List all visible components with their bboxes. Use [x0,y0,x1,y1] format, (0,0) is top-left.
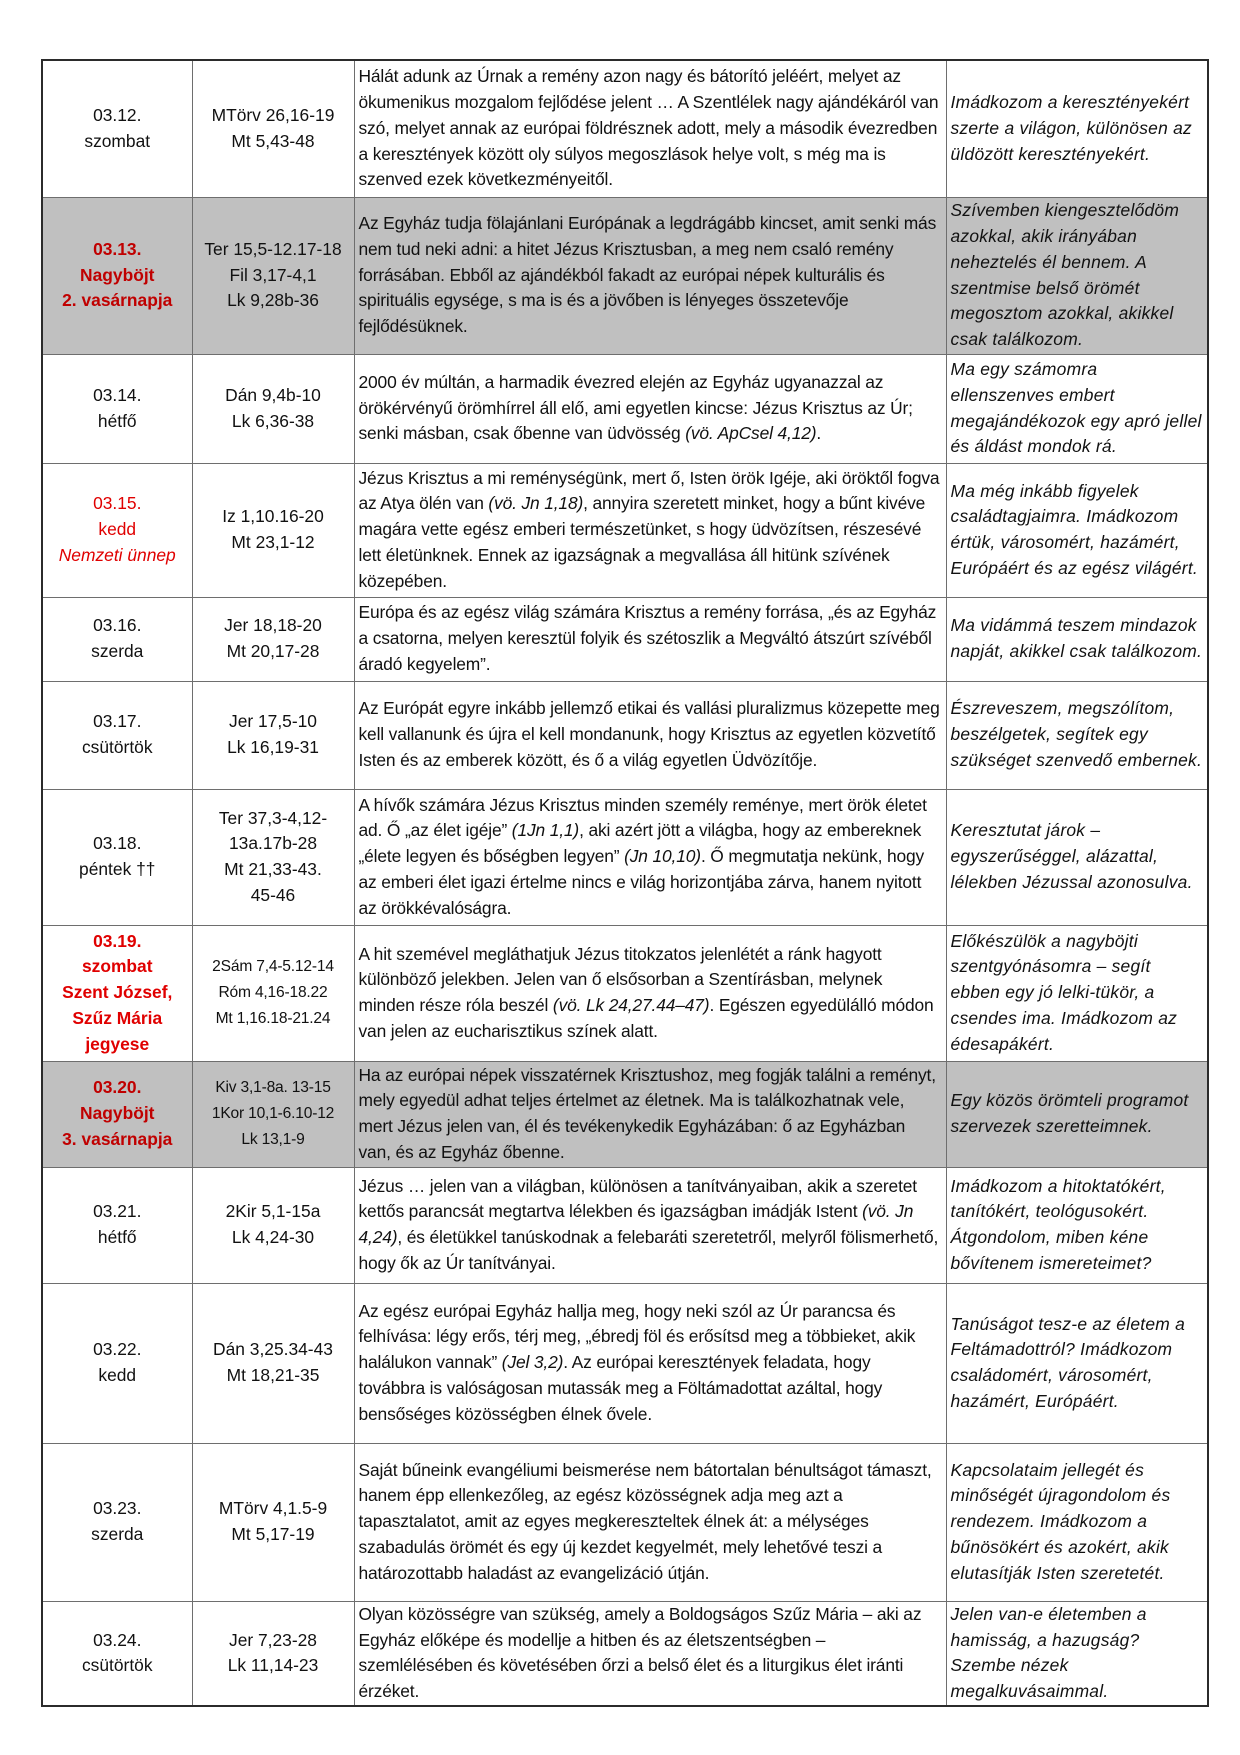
day-name: csütörtök [81,737,153,757]
meditation-text: Saját bűneink evangéliumi beismerése nem bátortalan bénultságot támaszt, hanem épp ellenkezőleg, az egész közösségnek adja meg azt a tapasztalatot, amit az egyes megkereszteltek élnek át: a mélységes szabadulás örömét és egy új kezdet kegyelmét, mely lehetővé teszi a határozottabb haladást az evangelizáció útján. [358,1459,932,1583]
day-cell [42,597,192,681]
resolution-text: Előkészülök a nagyböjti szentgyónásomra – segít ebben egy jó lelki-tükör, a csendes ima. Imádkozom az édesapákért. [950,930,1178,1054]
day-name: jegyese [85,1033,150,1054]
scripture-reference: Dán 9,4b-10 [225,384,321,405]
resolution-text: Keresztutat járok – egyszerűséggel, alázattal, lélekben Jézussal azonosulva. [950,820,1193,892]
calendar-row [42,197,1208,354]
bible-citation: (Jn 10,10) [624,846,701,867]
scripture-reference: Ter 37,3-4,12- [218,807,328,828]
scripture-reference: Jer 18,18-20 [224,615,322,636]
scripture-reference: Lk 13,1-9 [241,1130,305,1148]
meditation-text: . Egészen egyedülálló módon van jelen az eucharisztikus színek alatt. [358,995,934,1041]
calendar-row [42,1061,1208,1167]
scripture-reference: Mt 20,17-28 [226,641,320,661]
scripture-reference: 1Kor 10,1-6.10-12 [211,1105,335,1123]
meditation-cell [354,681,946,789]
scripture-reference: Mt 23,1-12 [231,532,315,552]
meditation-text: A hit szemével megláthatjuk Jézus titokzatos jelenlétét a ránk hagyott különböző jelekben. Jelen van ő elsősorban a Szentírásban, melynek minden része róla beszél [358,943,883,1015]
readings-cell [192,1601,354,1706]
day-cell [42,925,192,1061]
resolution-cell [946,789,1208,925]
meditation-text: Az Egyház tudja fölajánlani Európának a legdrágább kincset, amit senki más nem tud neki adni: a hitet Jézus Krisztusban, a meg nem csaló remény forrásában. Ebből az ajándékból fakadt az európai népek kulturális és spirituális egysége, s ma is és a jövőben is lényeges összetevője fejlődésüknek. [358,213,937,337]
lenten-calendar-table [41,59,1209,1707]
scripture-reference: 2Kir 5,1-15a [225,1201,321,1222]
bible-citation: (1Jn 1,1) [511,820,580,841]
scripture-reference: Kiv 3,1-8a. 13-15 [215,1079,331,1097]
meditation-text: Ha az európai népek visszatérnek Krisztushoz, meg fogják találni a reményt, mely egyedül adhat teljes értelmet az életnek. Ma is találkozhatnak vele, mert Jézus jelen van, él és tevékenykedik Egyházában: ő az Egyházban van, és az Egyház őbenne. [358,1064,936,1162]
date-label: 03.22. [93,1339,142,1360]
meditation-cell [354,925,946,1061]
meditation-text: Európa és az egész világ számára Krisztus a remény forrása, „és az Egyház a csatorna, melyen keresztül folyik és szétoszlik a Megváltó átszúrt szívéből áradó kegyelem”. [358,602,937,674]
scripture-reference: Mt 21,33-43. [224,859,322,879]
resolution-text: Imádkozom a keresztényekért szerte a világon, különösen az üldözött keresztényekért. [950,92,1192,164]
meditation-cell [354,597,946,681]
date-label: 03.14. [93,384,142,405]
calendar-row [42,1601,1208,1706]
scripture-reference: Lk 4,24-30 [231,1227,315,1247]
meditation-text: , aki azért jött a világba, hogy az embereknek „élete legyen és bőségben legyen” [358,820,922,867]
meditation-cell [354,60,946,197]
resolution-cell [946,354,1208,463]
scripture-reference: Mt 5,17-19 [231,1524,315,1544]
meditation-cell [354,789,946,925]
readings-cell [192,789,354,925]
scripture-reference: 13a.17b-28 [229,833,317,854]
scripture-reference: Lk 6,36-38 [231,410,315,431]
meditation-text: Jézus Krisztus a mi reménységünk, mert ő, Isten örök Igéje, aki öröktől fogva az Atya ölén van [358,467,940,514]
resolution-cell [946,60,1208,197]
calendar-row [42,681,1208,789]
scripture-reference: 45-46 [250,884,296,905]
day-cell [42,1283,192,1443]
bible-citation: (vö. ApCsel 4,12) [685,423,817,444]
meditation-text: Az Európát egyre inkább jellemző etikai és vallási pluralizmus közepette meg kell vallanunk és újra el kell mondanunk, hogy Krisztus az egyetlen közvetítő Isten és az emberek között, és ő a világ egyetlen Üdvözítője. [358,698,940,770]
scripture-reference: MTörv 4,1.5-9 [218,1498,328,1519]
resolution-text: Jelen van-e életemben a hamisság, a hazugság? Szembe nézek megalkuvásaimmal. [950,1603,1147,1701]
resolution-text: Ma egy számomra ellenszenves embert megajándékozok egy apró jellel és áldást mondok rá. [950,359,1202,457]
resolution-cell [946,463,1208,597]
calendar-row [42,60,1208,197]
day-name: Szűz Mária [72,1007,163,1028]
day-name: szerda [91,641,144,661]
date-label: 03.12. [93,105,142,126]
resolution-cell [946,1601,1208,1706]
readings-cell [192,60,354,197]
day-cell [42,1167,192,1283]
day-name: kedd [98,1365,137,1385]
meditation-text: Az egész európai Egyház hallja meg, hogy neki szól az Úr parancsa és felhívása: légy erős, térj meg, „ébredj föl és erősítsd meg a többieket, akik halálukon vannak” [358,1300,916,1373]
day-name: kedd [98,519,137,540]
readings-cell [192,463,354,597]
day-cell [42,463,192,597]
meditation-text: 2000 év múltán, a harmadik évezred elején az Egyház ugyanazzal az örökérvényű örömhírrel áll elő, ami egyetlen kincse: Jézus Krisztus az Úr; senki másban, csak őbenne van üdvösség [358,371,913,444]
readings-cell [192,1283,354,1443]
resolution-cell [946,1167,1208,1283]
meditation-cell [354,1167,946,1283]
calendar-row [42,1167,1208,1283]
calendar-row [42,789,1208,925]
day-name: 3. vasárnapja [62,1128,173,1149]
resolution-text: Kapcsolataim jellegét és minőségét újragondolom és rendezem. Imádkozom a bűnösökért és azokért, akik elutasítják Isten szeretetét. [950,1459,1171,1583]
scripture-reference: Iz 1,10.16-20 [222,506,324,527]
scripture-reference: MTörv 26,16-19 [211,105,335,126]
day-name: szerda [91,1524,144,1544]
meditation-text: Olyan közösségre van szükség, amely a Boldogságos Szűz Mária – aki az Egyház előképe és modellje a hitben és az életszentségben – szemlélésében és követésében őrzi a belső élet és a liturgikus élet iránti érzéket. [358,1603,922,1701]
day-name: 2. vasárnapja [62,290,173,311]
meditation-text: . Az európai keresztények feladata, hogy továbbra is valóságosan mutassák meg a Föltámadottat azáltal, hogy bensőséges közösségben élnek ővele. [358,1352,883,1424]
meditation-text: Jézus … jelen van a világban, különösen a tanítványaiban, akik a szeretet kettős parancsát megtartva lélekben és igazságban imádják Istent [358,1175,917,1222]
resolution-text: Egy közös örömteli programot szervezek szeretteimnek. [950,1090,1189,1136]
readings-cell [192,681,354,789]
bible-citation: (Jel 3,2) [501,1352,564,1373]
date-label: 03.16. [93,615,142,636]
resolution-cell [946,1443,1208,1601]
calendar-body [42,60,1208,1706]
resolution-cell [946,197,1208,354]
meditation-text: , annyira szeretett minket, hogy a bűnt kivéve magára vette egész emberi természetünket, s hogy üdvözítsen, részesévé lett életünknek. Ennek az igazságnak a megvallása áll hitünk szívének közepében. [358,493,926,591]
resolution-text: Szívemben kiengesztelődöm azokkal, akik irányában neheztelés él bennem. A szentmise belső örömét megosztom azokkal, akikkel csak találkozom. [950,200,1180,349]
date-label: 03.19. [93,930,142,951]
calendar-row [42,597,1208,681]
resolution-text: Ma még inkább figyelek családtagjaimra. Imádkozom értük, városomért, hazámért, Európáért és az egész világért. [950,480,1198,578]
meditation-cell [354,1061,946,1167]
day-cell [42,60,192,197]
calendar-row [42,354,1208,463]
bible-citation: (vö. Lk 24,27.44–47) [552,995,710,1015]
readings-cell [192,197,354,354]
scripture-reference: Fil 3,17-4,1 [229,264,317,285]
resolution-text: Tanúságot tesz-e az életem a Feltámadottról? Imádkozom családomért, városomért, hazámért, Európáért. [950,1313,1186,1411]
meditation-cell [354,1443,946,1601]
meditation-text: Hálát adunk az Úrnak a remény azon nagy és bátorító jeléért, melyet az ökumenikus mozgalom fejlődése jelent … A Szentlélek nagy ajándékáról van szó, melyet annak az európai földrésznek adott, mely a második évezredben a keresztények között oly súlyos megoszlások helye volt, s még ma is szenved ezek következményeitől. [358,66,939,190]
scripture-reference: Mt 1,16.18-21.24 [215,1009,331,1027]
day-name: szombat [84,130,151,151]
resolution-text: Ma vidámmá teszem mindazok napját, akikkel csak találkozom. [950,615,1203,661]
date-label: 03.18. [93,833,142,854]
resolution-cell [946,925,1208,1061]
resolution-cell [946,1061,1208,1167]
date-label: 03.15. [93,493,142,514]
day-cell [42,197,192,354]
day-name: Nagyböjt [80,1103,155,1124]
calendar-row [42,1283,1208,1443]
scripture-reference: Róm 4,16-18.22 [218,984,328,1002]
day-name: hétfő [97,1227,137,1247]
day-cell [42,1061,192,1167]
readings-cell [192,354,354,463]
scripture-reference: Mt 5,43-48 [231,130,315,151]
readings-cell [192,1443,354,1601]
resolution-text: Észreveszem, megszólítom, beszélgetek, segítek egy szükséget szenvedő embernek. [950,698,1203,770]
date-label: 03.24. [93,1629,142,1650]
bible-citation: (vö. Jn 1,18) [488,493,584,514]
meditation-cell [354,197,946,354]
date-label: 03.21. [93,1201,142,1222]
day-name: Nagyböjt [80,264,155,285]
day-name: péntek †† [79,859,156,879]
resolution-cell [946,1283,1208,1443]
date-label: 03.23. [93,1498,142,1519]
meditation-text: A hívők számára Jézus Krisztus minden személy reménye, mert örök életet ad. Ő „az élet igéje” [358,794,927,841]
resolution-cell [946,597,1208,681]
bible-citation: (vö. Jn 4,24) [358,1201,914,1247]
day-cell [42,1601,192,1706]
resolution-cell [946,681,1208,789]
readings-cell [192,1061,354,1167]
meditation-cell [354,463,946,597]
meditation-text: , és életükkel tanúskodnak a felebaráti szeretetről, melyről fölismerhető, hogy ők az Úr tanítványai. [358,1227,939,1273]
meditation-cell [354,1601,946,1706]
scripture-reference: Lk 9,28b-36 [227,290,319,311]
scripture-reference: Mt 18,21-35 [226,1365,320,1385]
date-label: 03.13. [93,238,142,259]
day-cell [42,789,192,925]
scripture-reference: Ter 15,5-12.17-18 [204,238,342,259]
meditation-cell [354,1283,946,1443]
scripture-reference: 2Sám 7,4-5.12-14 [212,958,334,976]
day-cell [42,681,192,789]
date-label: 03.20. [93,1077,142,1098]
scripture-reference: Jer 17,5-10 [229,711,317,732]
scripture-reference: Lk 11,14-23 [227,1655,319,1676]
calendar-row [42,463,1208,597]
date-label: 03.17. [93,711,142,732]
day-cell [42,354,192,463]
day-name: csütörtök [81,1655,153,1676]
day-name: Szent József, [62,982,173,1003]
feast-label: Nemzeti ünnep [58,544,176,565]
resolution-text: Imádkozom a hitoktatókért, tanítókért, teológusokért. Átgondolom, miben kéne bővítenem ismereteimet? [950,1175,1166,1273]
meditation-text: . Ő megmutatja nekünk, hogy az emberi élet igazi értelme nincs e világ horizontjába zárva, hanem nyitott az örökkévalóságra. [358,846,925,918]
day-cell [42,1443,192,1601]
scripture-reference: Dán 3,25.34-43 [213,1339,333,1360]
scripture-reference: Jer 7,23-28 [229,1629,317,1650]
day-name: szombat [81,956,153,977]
calendar-row [42,1443,1208,1601]
readings-cell [192,925,354,1061]
calendar-row [42,925,1208,1061]
day-name: hétfő [97,410,137,431]
meditation-text: . [816,423,822,444]
readings-cell [192,1167,354,1283]
readings-cell [192,597,354,681]
scripture-reference: Lk 16,19-31 [227,737,319,757]
meditation-cell [354,354,946,463]
